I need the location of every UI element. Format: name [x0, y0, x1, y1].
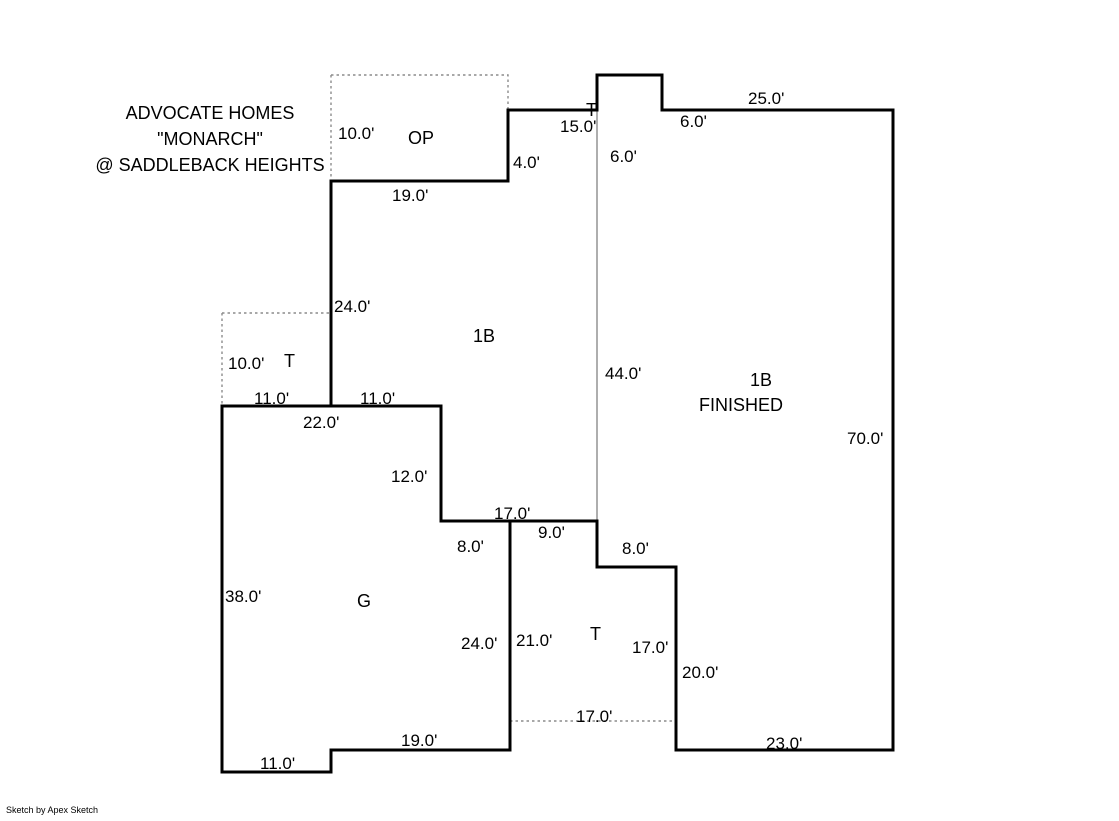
- dimension-top-6: 6.0': [680, 112, 707, 131]
- dimension-g-24: 24.0': [461, 634, 498, 653]
- dimension-left-24: 24.0': [334, 297, 371, 316]
- dimension-left-8: 8.0': [457, 537, 484, 556]
- dimension-top-25: 25.0': [748, 89, 785, 108]
- area-label-op: OP: [408, 128, 435, 148]
- dimension-op-right: 4.0': [513, 153, 540, 172]
- dimension-bottom-17: 17.0': [576, 707, 613, 726]
- dimension-t-left-11: 11.0': [254, 389, 290, 408]
- area-label-1b-finished-line1: 1B: [750, 370, 773, 390]
- title-block: [60, 100, 360, 178]
- dimension-mid-11: 11.0': [360, 389, 396, 408]
- title-line-1: ADVOCATE HOMES: [125, 103, 295, 123]
- dimension-21: 21.0': [516, 631, 553, 650]
- area-label-1b-finished-line2: FINISHED: [699, 395, 784, 415]
- area-label-1b: 1B: [473, 326, 496, 346]
- dimension-divider-44: 44.0': [605, 364, 642, 383]
- area-label-t-left: T: [284, 351, 295, 371]
- dimension-t-top-right: 6.0': [610, 147, 637, 166]
- dimension-bottom-11: 11.0': [260, 754, 296, 773]
- dimension-t-left-10: 10.0': [228, 354, 265, 373]
- dotted-op-top: [331, 75, 597, 110]
- dimension-9: 9.0': [538, 523, 565, 542]
- title-line-2: "MONARCH": [157, 129, 263, 150]
- dimension-op-bottom: 19.0': [392, 186, 429, 205]
- dimension-t-17: 17.0': [632, 638, 669, 657]
- dimension-bottom-23: 23.0': [766, 734, 803, 753]
- dimension-22: 22.0': [303, 413, 340, 432]
- sketch-credit: Sketch by Apex Sketch: [6, 805, 99, 815]
- dimension-20: 20.0': [682, 663, 719, 682]
- title-line-3: @ SADDLEBACK HEIGHTS: [95, 155, 325, 176]
- dimension-right-70: 70.0': [847, 429, 884, 448]
- dimension-bottom-19: 19.0': [401, 731, 438, 750]
- wall-main-outline: [331, 75, 893, 753]
- dimension-t-top-width: 15.0': [560, 117, 597, 136]
- dimension-right-8: 8.0': [622, 539, 649, 558]
- area-label-t-top: T: [586, 100, 597, 120]
- dimension-mid-17: 17.0': [494, 504, 531, 523]
- wall-left-block: [222, 181, 510, 772]
- dimension-op-left: 10.0': [338, 124, 375, 143]
- dimension-12: 12.0': [391, 467, 428, 486]
- area-label-g: G: [357, 591, 372, 611]
- dimension-38: 38.0': [225, 587, 262, 606]
- area-label-t-bottom: T: [590, 624, 601, 644]
